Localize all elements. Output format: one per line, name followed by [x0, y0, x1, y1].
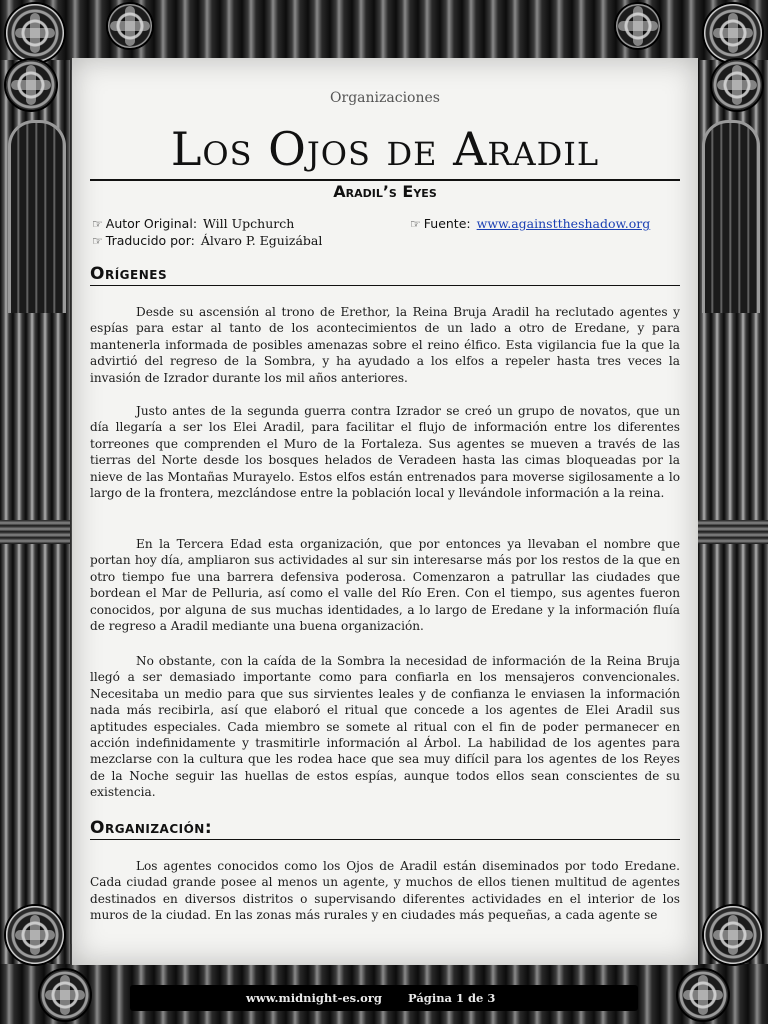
category-header: Organizaciones: [330, 90, 440, 106]
corner-rosette-icon: [6, 4, 64, 62]
page-footer: [130, 985, 638, 1011]
footer-site-link[interactable]: www.midnight-es.org: [246, 991, 382, 1005]
paragraph: Desde su ascensión al trono de Erethor, la Reina Bruja Aradil ha reclutado agentes y espías para estar al tanto de los acontecimientos de un lado a otro de Eredane, y para mantenerla informada de posibles amenazas sobre el reino élfico. Esta vigilancia fue la que la advirtió del regreso de la Sombra, y ha ayudado a los elfos a repeler hasta tres veces la invasión de Izrador durante los mil años anteriores.: [90, 305, 680, 385]
translator-label: Traducido por:: [105, 233, 195, 248]
document-title: Los Ojos de Aradil: [170, 122, 600, 176]
left-pillar-band: [0, 520, 70, 544]
pointing-hand-icon: ☞: [92, 217, 103, 231]
corner-rosette-icon: [678, 970, 728, 1020]
title-divider: [90, 179, 680, 181]
translator-credit: [92, 233, 322, 249]
document-subtitle: Aradil’s Eyes: [333, 182, 437, 201]
page-number: Página 1 de 3: [408, 991, 496, 1005]
corner-rosette-icon: [704, 906, 762, 964]
section-heading-organization: Organización:: [90, 818, 680, 840]
paragraph: No obstante, con la caída de la Sombra la necesidad de información de la Reina Bruja llegó a ser demasiado importante como para confiarla en los mensajeros convencionales. Necesitaba un medio para que sus sirvientes leales y de confianza le enviasen la información nada más recibirla, así que elaboró el ritual que concede a los agentes de Elei Aradil sus aptitudes especiales. Cada miembro se somete al ritual con el fin de poder permanecer en acción indefinidamente y trasmitirle información al Árbol. La habilidad de los agentes para mezclarse con la cultura que les rodea hace que sea muy difícil para los agentes de los Reyes de la Noche seguir las huellas de estos espías, aunque todos ellos sean conscientes de su existencia.: [90, 654, 680, 800]
paragraph: Los agentes conocidos como los Ojos de Aradil están diseminados por todo Eredane. Cada ciudad grande posee al menos un agente, y muchos de ellos tienen multitud de agentes destinados en diversos distritos o supervisando diferentes actividades en el interior de los muros de la ciudad. En las zonas más rurales y en ciudades más pequeñas, a cada agente se: [90, 859, 680, 923]
paragraph: En la Tercera Edad esta organización, que por entonces ya llevaban el nombre que portan hoy día, ampliaron sus actividades al sur sin interesarse más por los restos de la que en otro tiempo fue una barrera defensiva poderosa. Comenzaron a patrullar las ciudades que bordean el Mar de Pelluria, así como el valle del Río Eren. Con el tiempo, sus agentes fueron conocidos, por alguna de sus muchas identidades, a lo largo de Eredane y la información fluía de regreso a Aradil mediante una buena organización.: [90, 537, 680, 634]
source-credit: [410, 216, 650, 232]
pointing-hand-icon: ☞: [92, 234, 103, 248]
corner-rosette-icon: [6, 906, 64, 964]
right-gothic-window: [702, 120, 760, 313]
corner-rosette-icon: [704, 4, 762, 62]
document-page: [72, 58, 698, 965]
corner-rosette-icon: [616, 4, 660, 48]
corner-rosette-icon: [6, 60, 56, 110]
right-pillar-band: [698, 520, 768, 544]
pointing-hand-icon: ☞: [410, 217, 421, 231]
author-label: Autor Original:: [105, 216, 198, 231]
corner-rosette-icon: [712, 60, 762, 110]
left-gothic-window: [8, 120, 66, 313]
author-credit: [92, 216, 294, 232]
corner-rosette-icon: [40, 970, 90, 1020]
corner-rosette-icon: [108, 4, 152, 48]
translator-value: Álvaro P. Eguizábal: [200, 233, 323, 248]
source-label: Fuente:: [423, 216, 471, 231]
author-value: Will Upchurch: [203, 216, 295, 231]
paragraph: Justo antes de la segunda guerra contra Izrador se creó un grupo de novatos, que un día llegaría a ser los Elei Aradil, para facilitar el flujo de información entre los diferentes torreones que comprenden el Muro de la Fortaleza. Sus agentes se mueven a través de las tierras del Norte desde los bosques helados de Veradeen hasta las cimas bloqueadas por la nieve de las Montañas Murayelo. Estos elfos están entrenados para moverse sigilosamente a lo largo de la frontera, mezclándose entre la población local y llevándole información a la reina.: [90, 404, 680, 501]
section-heading-origins: Orígenes: [90, 264, 680, 286]
source-link[interactable]: www.againsttheshadow.org: [476, 216, 651, 231]
